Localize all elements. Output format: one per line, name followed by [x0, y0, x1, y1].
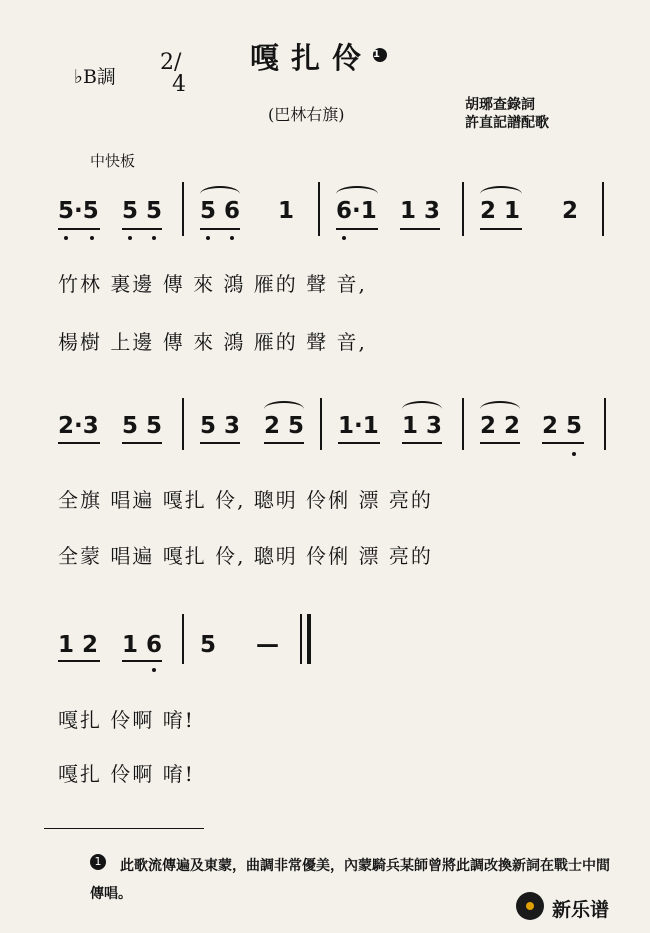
- low-octave-dot: [128, 236, 132, 240]
- time-numerator: 2: [160, 50, 174, 75]
- arranger-credit: 許直記譜配歌: [465, 115, 549, 131]
- note-group: 2·3: [58, 413, 99, 439]
- logo-text: 新乐谱: [552, 899, 610, 921]
- footnote-text: 此歌流傳遍及東蒙，曲調非常優美，內蒙騎兵某師曾將此調改換新詞在戰士中間傳唱。: [90, 858, 610, 902]
- beat-underline: [336, 228, 378, 230]
- note-group: —: [256, 632, 279, 658]
- tempo-marking: 中快板: [90, 152, 136, 170]
- note-group: 2 5: [542, 413, 583, 439]
- barline: [182, 614, 184, 664]
- beat-underline: [480, 228, 522, 230]
- barline: [182, 182, 184, 236]
- beat-underline: [58, 442, 100, 444]
- note-group: 1: [278, 198, 295, 224]
- footnote-marker: 1: [90, 854, 106, 870]
- beat-underline: [122, 442, 162, 444]
- low-octave-dot: [90, 236, 94, 240]
- note-group: 1·1: [338, 413, 379, 439]
- region-subtitle: (巴林右旗): [268, 105, 345, 124]
- footnote-marker: 1: [373, 49, 392, 61]
- note-group: 5: [200, 632, 217, 658]
- note-group: 5 5: [122, 198, 163, 224]
- lyric-line-1: 竹林 裏邊 傳 來 鴻 雁的 聲 音,: [58, 272, 367, 296]
- note-group: 2 1: [480, 198, 521, 224]
- slur: [336, 186, 378, 202]
- lyricist-credit: 胡琊查錄詞: [465, 97, 535, 113]
- note-group: 5 3: [200, 413, 241, 439]
- beat-underline: [200, 442, 240, 444]
- beat-underline: [480, 442, 520, 444]
- key-signature: ♭B調: [74, 66, 116, 88]
- barline: [462, 182, 464, 236]
- beat-underline: [402, 442, 442, 444]
- beat-underline: [58, 660, 100, 662]
- final-barline: [307, 614, 311, 664]
- slur: [200, 186, 240, 202]
- beat-underline: [542, 442, 584, 444]
- low-octave-dot: [230, 236, 234, 240]
- low-octave-dot: [152, 236, 156, 240]
- logo-disc-icon: [516, 892, 544, 920]
- beat-underline: [264, 442, 304, 444]
- low-octave-dot: [572, 452, 576, 456]
- note-group: 2 2: [480, 413, 521, 439]
- barline: [318, 182, 320, 236]
- beat-underline: [58, 228, 100, 230]
- time-signature: 2/ 4: [160, 50, 186, 97]
- slur: [480, 401, 520, 417]
- barline: [462, 398, 464, 450]
- barline: [320, 398, 322, 450]
- lyric-line-2: 嘎扎 伶啊 唷!: [58, 762, 195, 786]
- beat-underline: [338, 442, 380, 444]
- low-octave-dot: [342, 236, 346, 240]
- slur: [264, 401, 304, 417]
- note-group: 1 6: [122, 632, 163, 658]
- footnote-divider: [44, 828, 204, 829]
- lyric-line-1: 嘎扎 伶啊 唷!: [58, 708, 195, 732]
- beat-underline: [200, 228, 240, 230]
- low-octave-dot: [64, 236, 68, 240]
- note-group: 5 5: [122, 413, 163, 439]
- beat-underline: [122, 660, 162, 662]
- note-group: 5 6: [200, 198, 241, 224]
- barline: [300, 614, 302, 664]
- note-group: 1 3: [402, 413, 443, 439]
- note-group: 6·1: [336, 198, 377, 224]
- beat-underline: [400, 228, 440, 230]
- credits: [465, 96, 549, 132]
- lyric-line-1: 全旗 唱遍 嘎扎 伶, 聰明 伶俐 漂 亮的: [58, 488, 433, 512]
- low-octave-dot: [206, 236, 210, 240]
- note-group: 1 3: [400, 198, 441, 224]
- note-group: 5·5: [58, 198, 99, 224]
- note-group: 2: [562, 198, 579, 224]
- time-denominator: 4: [172, 72, 186, 97]
- barline: [602, 182, 604, 236]
- slur: [480, 186, 522, 202]
- slur: [402, 401, 442, 417]
- beat-underline: [122, 228, 162, 230]
- note-group: 1 2: [58, 632, 99, 658]
- lyric-line-2: 楊樹 上邊 傳 來 鴻 雁的 聲 音,: [58, 330, 367, 354]
- low-octave-dot: [152, 668, 156, 672]
- barline: [182, 398, 184, 450]
- barline: [604, 398, 606, 450]
- note-group: 2 5: [264, 413, 305, 439]
- song-title: 嘎扎伶1: [250, 41, 392, 75]
- lyric-line-2: 全蒙 唱遍 嘎扎 伶, 聰明 伶俐 漂 亮的: [58, 544, 433, 568]
